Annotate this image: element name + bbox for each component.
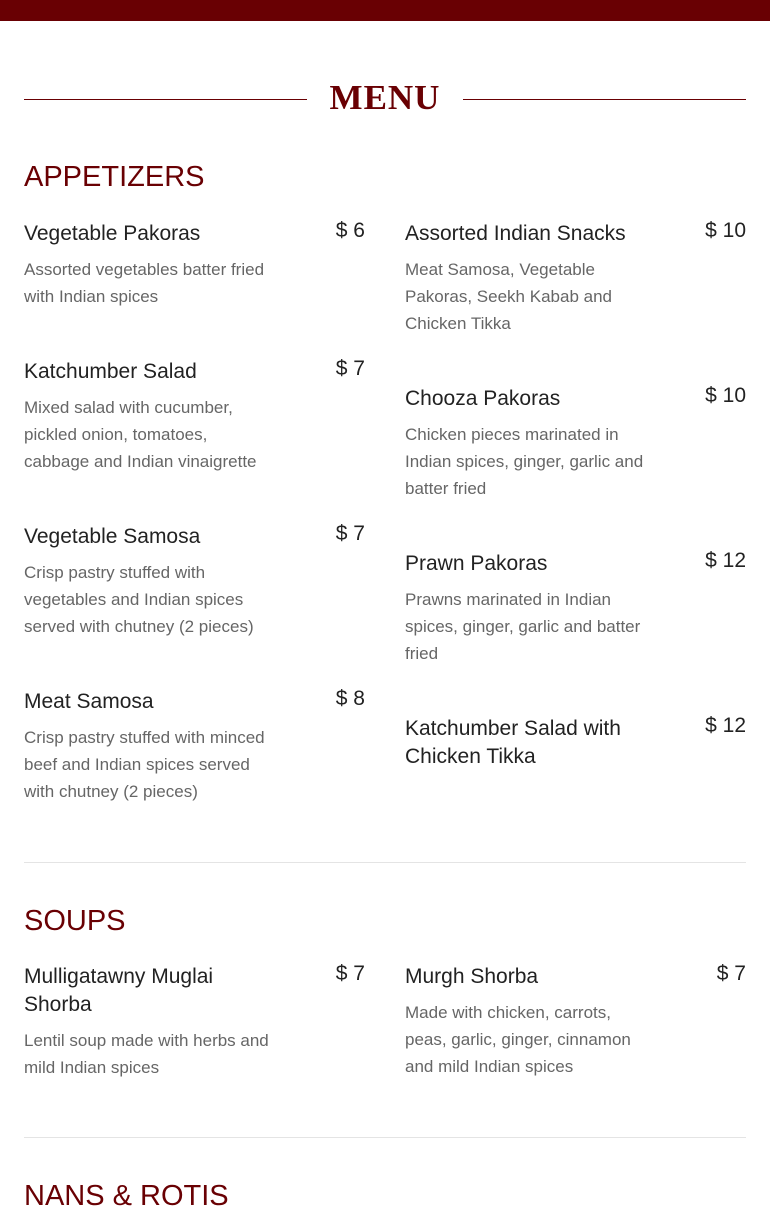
menu-item bbox=[24, 963, 365, 1081]
item-description: Chicken pieces marinated in Indian spices, ginger, garlic and batter fried bbox=[405, 425, 644, 498]
item-price: $ 8 bbox=[335, 687, 365, 710]
item-description: Prawns marinated in Indian spices, ginger, garlic and batter fried bbox=[405, 590, 641, 663]
menu-item bbox=[405, 963, 746, 1080]
top-bar bbox=[0, 0, 770, 21]
item-name: Assorted Indian Snacks bbox=[405, 222, 626, 245]
item-price: $ 7 bbox=[335, 962, 365, 985]
menu-item bbox=[405, 550, 746, 667]
item-name: Chooza Pakoras bbox=[405, 387, 561, 410]
item-name: Prawn Pakoras bbox=[405, 552, 548, 575]
item-price: $ 10 bbox=[705, 384, 746, 407]
section-title-soups: SOUPS bbox=[24, 905, 126, 937]
header-rule-right bbox=[463, 99, 746, 100]
item-description: Crisp pastry stuffed with vegetables and Indian spices served with chutney (2 pieces) bbox=[24, 563, 254, 636]
item-name: Mulligatawny Muglai Shorba bbox=[24, 965, 214, 1016]
menu-item bbox=[24, 220, 365, 310]
section-divider bbox=[24, 862, 746, 863]
page-title: MENU bbox=[329, 78, 441, 117]
menu-header bbox=[24, 76, 746, 122]
item-price: $ 12 bbox=[705, 714, 746, 737]
section-title-appetizers: APPETIZERS bbox=[24, 161, 205, 193]
item-name: Vegetable Samosa bbox=[24, 525, 201, 548]
menu-item bbox=[405, 220, 746, 337]
section-title-nans-rotis: NANS & ROTIS bbox=[24, 1180, 229, 1212]
menu-item bbox=[24, 523, 365, 640]
section-divider bbox=[24, 1137, 746, 1138]
menu-item bbox=[405, 715, 746, 771]
item-name: Murgh Shorba bbox=[405, 965, 539, 988]
menu-item bbox=[24, 358, 365, 475]
item-description: Made with chicken, carrots, peas, garlic, ginger, cinnamon and mild Indian spices bbox=[405, 1003, 631, 1076]
item-price: $ 7 bbox=[716, 962, 746, 985]
menu-item bbox=[24, 688, 365, 805]
item-name: Meat Samosa bbox=[24, 690, 154, 713]
item-description: Meat Samosa, Vegetable Pakoras, Seekh Kabab and Chicken Tikka bbox=[405, 260, 612, 333]
item-name: Katchumber Salad with Chicken Tikka bbox=[405, 717, 621, 768]
item-name: Vegetable Pakoras bbox=[24, 222, 201, 245]
item-price: $ 10 bbox=[705, 219, 746, 242]
item-price: $ 12 bbox=[705, 549, 746, 572]
item-description: Lentil soup made with herbs and mild Indian spices bbox=[24, 1031, 269, 1077]
item-price: $ 6 bbox=[335, 219, 365, 242]
item-price: $ 7 bbox=[335, 357, 365, 380]
item-price: $ 7 bbox=[335, 522, 365, 545]
item-description: Assorted vegetables batter fried with Indian spices bbox=[24, 260, 265, 306]
menu-item bbox=[405, 385, 746, 502]
item-name: Katchumber Salad bbox=[24, 360, 197, 383]
item-description: Mixed salad with cucumber, pickled onion, tomatoes, cabbage and Indian vinaigrette bbox=[24, 398, 257, 471]
item-description: Crisp pastry stuffed with minced beef and Indian spices served with chutney (2 pieces) bbox=[24, 728, 265, 801]
